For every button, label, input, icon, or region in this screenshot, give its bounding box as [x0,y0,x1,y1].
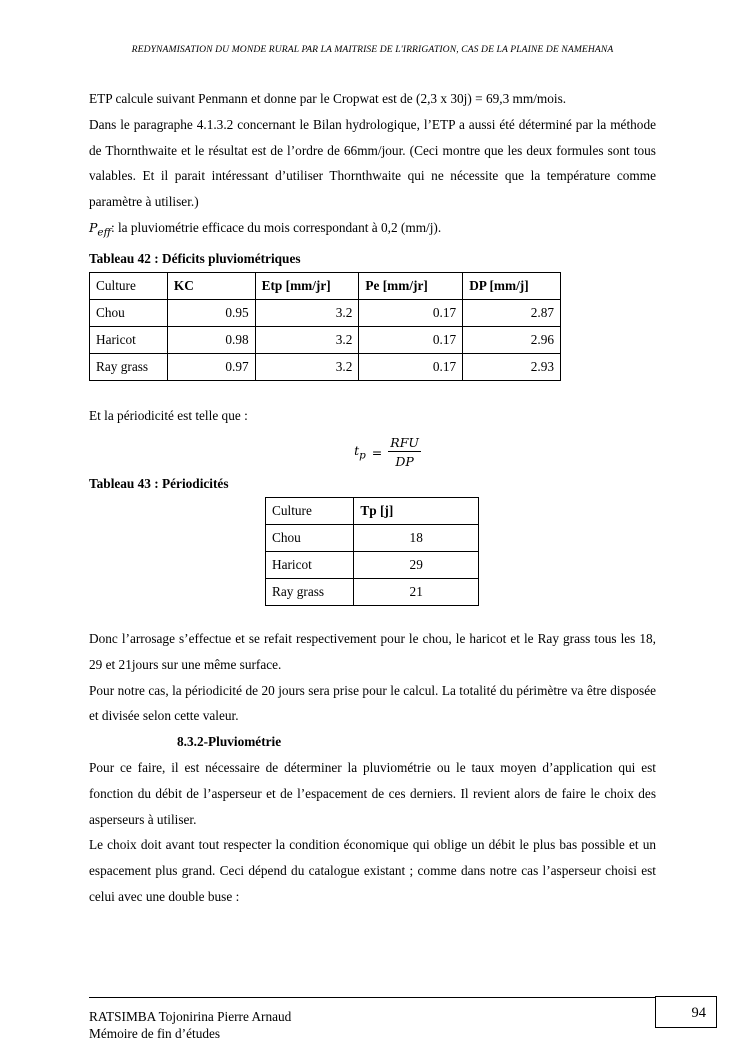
paragraph-etp-penmann: ETP calcule suivant Penmann et donne par le Cropwat est de (2,3 x 30j) = 69,3 mm/mois. [89,91,567,106]
table-periodicities [265,497,479,606]
column-header: KC [167,273,255,300]
table-cell: 2.96 [463,327,561,354]
paragraph-watering-cycle: Donc l’arrosage s’effectue et se refait respectivement pour le chou, le haricot et le Ray grass tous les 18, 29 et 21jours sur une même surface. [89,631,656,672]
periodicity-intro: Et la périodicité est telle que : [89,408,248,424]
paragraph-sprinkler-choice: Le choix doit avant tout respecter la condition économique qui oblige un débit le plus bas possible et un espacement plus grand. Ceci dépend du catalogue existant ; comme dans notre cas l’asperseur choisi est celui avec une double buse : [89,837,656,905]
table-cell: Haricot [90,327,168,354]
paragraph-chosen-periodicity: Pour notre cas, la périodicité de 20 jours sera prise pour le calcul. La totalité du périmètre va être disposée et divisée selon cette valeur. [89,682,656,724]
footer-author: RATSIMBA Tojonirina Pierre Arnaud [89,1009,292,1024]
column-header: Etp [mm/jr] [255,273,359,300]
table-cell: 21 [354,579,479,606]
footer [89,1008,291,1042]
table-cell: 18 [354,525,479,552]
page-content [89,86,656,910]
table-cell: 3.2 [255,327,359,354]
footer-doc-type: Mémoire de fin d’études [89,1026,221,1041]
column-header: Pe [mm/jr] [359,273,463,300]
table42-caption: Tableau 42 : Déficits pluviométriques [89,251,301,267]
table-row [266,552,479,579]
footer-divider [89,997,656,998]
paragraph-thornthwaite: Dans le paragraphe 4.1.3.2 concernant le Bilan hydrologique, l’ETP a aussi été déterminé par la méthode de Thornthwaite et le résultat est de l’ordre de 66mm/jour. (Ceci montre que les deux formules sont tous valables. Et il parait intéressant d’utiliser Thornthwaite qui ne nécessite que la température comme paramètre à utiliser.) [89,116,656,210]
formula-denominator: DP [395,454,414,470]
table-cell: 0.95 [167,300,255,327]
table-row [90,327,561,354]
table-cell: 0.97 [167,354,255,381]
periodicity-formula [119,429,656,475]
table-cell: Ray grass [266,579,354,606]
table-cell: 0.98 [167,327,255,354]
table-cell: 2.93 [463,354,561,381]
section-heading: 8.3.2-Pluviométrie [177,734,282,750]
table-cell: 0.17 [359,354,463,381]
table-cell: 3.2 [255,354,359,381]
column-header: Culture [266,498,354,525]
table-cell: 3.2 [255,300,359,327]
formula-fraction [388,435,421,469]
table-row [266,579,479,606]
peff-definition: : la pluviométrie efficace du mois correspondant à 0,2 (mm/j). [110,219,442,235]
peff-symbol: $P_{eff}$ [89,219,111,239]
formula-lhs: $t_p$ [354,442,366,462]
column-header: Tp [j] [354,498,479,525]
table-header-row [266,498,479,525]
table-cell: 0.17 [359,300,463,327]
formula-equals: = [371,444,383,460]
table-header-row [90,273,561,300]
table-cell: Ray grass [90,354,168,381]
table-cell: Chou [266,525,354,552]
column-header: Culture [90,273,168,300]
table-cell: 29 [354,552,479,579]
table-cell: Chou [90,300,168,327]
table-row [90,354,561,381]
formula-numerator: RFU [390,435,419,451]
column-header: DP [mm/j] [463,273,561,300]
peff-subscript: eff [97,226,111,239]
table-row [266,525,479,552]
table-rain-deficits [89,272,561,381]
table-cell: Haricot [266,552,354,579]
page-number: 94 [655,996,717,1028]
table-row [90,300,561,327]
paragraph-pluviometry: Pour ce faire, il est nécessaire de déterminer la pluviométrie ou le taux moyen d’application qui est fonction du débit de l’asperseur et de l’espacement de ces derniers. Il revient alors de faire le choix des asperseurs à utiliser. [89,760,656,827]
table-cell: 0.17 [359,327,463,354]
table43-caption: Tableau 43 : Périodicités [89,476,229,492]
paragraph-peff [89,215,656,246]
table-cell: 2.87 [463,300,561,327]
running-header: REDYNAMISATION DU MONDE RURAL PAR LA MAITRISE DE L'IRRIGATION, CAS DE LA PLAINE DE NAMEHANA [131,44,614,55]
